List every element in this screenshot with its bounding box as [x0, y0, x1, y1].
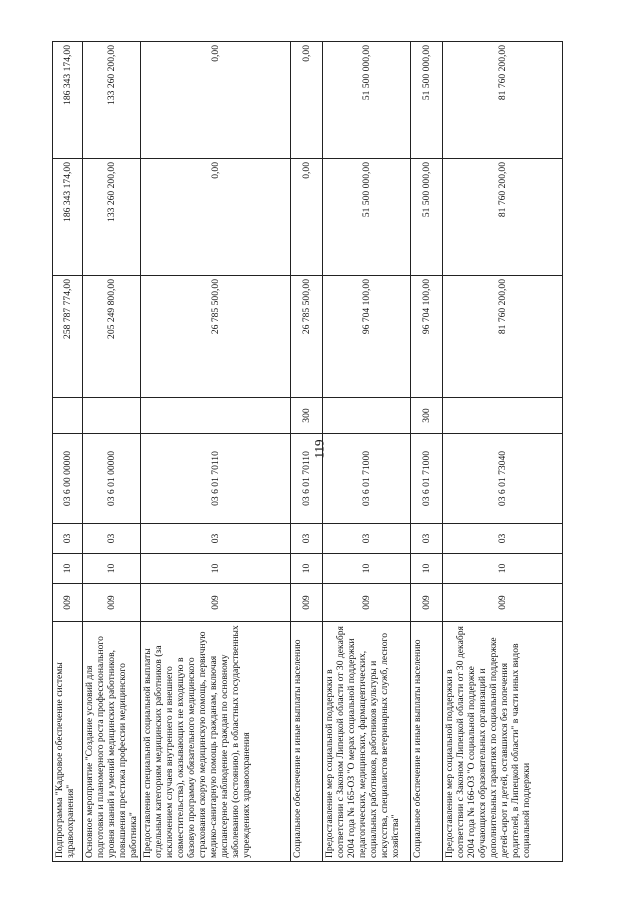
page-number: 119 [311, 439, 327, 459]
amount-year-2: 186 343 174,00 [53, 159, 83, 276]
amount-year-2: 51 500 000,00 [323, 159, 411, 276]
table-row [443, 42, 563, 862]
table-row [53, 42, 83, 862]
subsection-code: 03 [83, 524, 141, 554]
budget-table [52, 41, 563, 862]
section-code: 10 [411, 554, 443, 584]
table-row [291, 42, 323, 862]
section-code: 10 [443, 554, 563, 584]
ministry-code: 009 [83, 584, 141, 622]
expense-type-code [83, 398, 141, 434]
row-name: Основное мероприятие "Создание условий для подготовки и планомерного роста профессионального уровня знаний и умений медицинских работников, повышения престижа профессии медицинского работника" [83, 622, 141, 862]
amount-year-3: 0,00 [291, 42, 323, 159]
amount-year-1: 96 704 100,00 [323, 276, 411, 398]
section-code: 10 [83, 554, 141, 584]
ministry-code: 009 [141, 584, 291, 622]
subsection-code: 03 [291, 524, 323, 554]
row-name: Предоставление мер социальной поддержки в соответствии с Законом Липецкой области от 30 декабря 2004 года № 165-ОЗ "О мерах социальной поддержки педагогических, медицинских, фармацевтических, социальных работников, работников культуры и искусства, специалистов ветеринарных служб, лесного хозяйства" [323, 622, 411, 862]
amount-year-1: 81 760 200,00 [443, 276, 563, 398]
amount-year-2: 133 260 200,00 [83, 159, 141, 276]
amount-year-1: 96 704 100,00 [411, 276, 443, 398]
table-row [411, 42, 443, 862]
ministry-code: 009 [53, 584, 83, 622]
table-row [323, 42, 411, 862]
target-article-code: 03 6 01 70110 [291, 434, 323, 524]
subsection-code: 03 [323, 524, 411, 554]
expense-type-code [53, 398, 83, 434]
amount-year-3: 51 500 000,00 [323, 42, 411, 159]
target-article-code: 03 6 01 00000 [83, 434, 141, 524]
row-name: Предоставление мер социальной поддержки в соответствии с Законом Липецкой области от 30 декабря 2004 года № 166-ОЗ "О социальной поддержке обучающихся образовательных организаций и дополнительных гарантиях по социальной поддержке детей-сирот и детей, оставшихся без попечения родителей, в Липецкой области" в части иных видов социальной поддержки [443, 622, 563, 862]
amount-year-2: 0,00 [291, 159, 323, 276]
target-article-code: 03 6 01 73040 [443, 434, 563, 524]
section-code: 10 [323, 554, 411, 584]
ministry-code: 009 [443, 584, 563, 622]
budget-table-wrapper [52, 42, 532, 862]
table-row [141, 42, 291, 862]
ministry-code: 009 [323, 584, 411, 622]
amount-year-3: 0,00 [141, 42, 291, 159]
target-article-code: 03 6 00 00000 [53, 434, 83, 524]
amount-year-2: 51 500 000,00 [411, 159, 443, 276]
row-name: Социальное обеспечение и иные выплаты населению [291, 622, 323, 862]
ministry-code: 009 [291, 584, 323, 622]
amount-year-3: 186 343 174,00 [53, 42, 83, 159]
amount-year-3: 81 760 200,00 [443, 42, 563, 159]
target-article-code: 03 6 01 70110 [141, 434, 291, 524]
subsection-code: 03 [53, 524, 83, 554]
expense-type-code [323, 398, 411, 434]
amount-year-2: 0,00 [141, 159, 291, 276]
section-code: 10 [53, 554, 83, 584]
amount-year-1: 205 249 800,00 [83, 276, 141, 398]
expense-type-code: 300 [291, 398, 323, 434]
section-code: 10 [291, 554, 323, 584]
ministry-code: 009 [411, 584, 443, 622]
expense-type-code: 300 [411, 398, 443, 434]
table-row [83, 42, 141, 862]
amount-year-3: 51 500 000,00 [411, 42, 443, 159]
expense-type-code [443, 398, 563, 434]
row-name: Предоставление специальной социальной выплаты отдельным категориям медицинских работников (за исключением случаев внутреннего и внешнего совместительства), оказывающих не входящую в базовую программу обязательного медицинского страхования скорую медицинскую помощь, первичную медико-санитарную помощь гражданам, включая диспансерное наблюдение граждан по основному заболеванию (состоянию), в областных государственных учреждениях здравоохранения [141, 622, 291, 862]
subsection-code: 03 [411, 524, 443, 554]
expense-type-code [141, 398, 291, 434]
subsection-code: 03 [141, 524, 291, 554]
row-name: Подпрограмма "Кадровое обеспечение системы здравоохранения" [53, 622, 83, 862]
subsection-code: 03 [443, 524, 563, 554]
amount-year-1: 26 785 500,00 [291, 276, 323, 398]
row-name: Социальное обеспечение и иные выплаты населению [411, 622, 443, 862]
amount-year-1: 258 787 774,00 [53, 276, 83, 398]
target-article-code: 03 6 01 71000 [323, 434, 411, 524]
amount-year-1: 26 785 500,00 [141, 276, 291, 398]
target-article-code: 03 6 01 71000 [411, 434, 443, 524]
amount-year-2: 81 760 200,00 [443, 159, 563, 276]
section-code: 10 [141, 554, 291, 584]
amount-year-3: 133 260 200,00 [83, 42, 141, 159]
